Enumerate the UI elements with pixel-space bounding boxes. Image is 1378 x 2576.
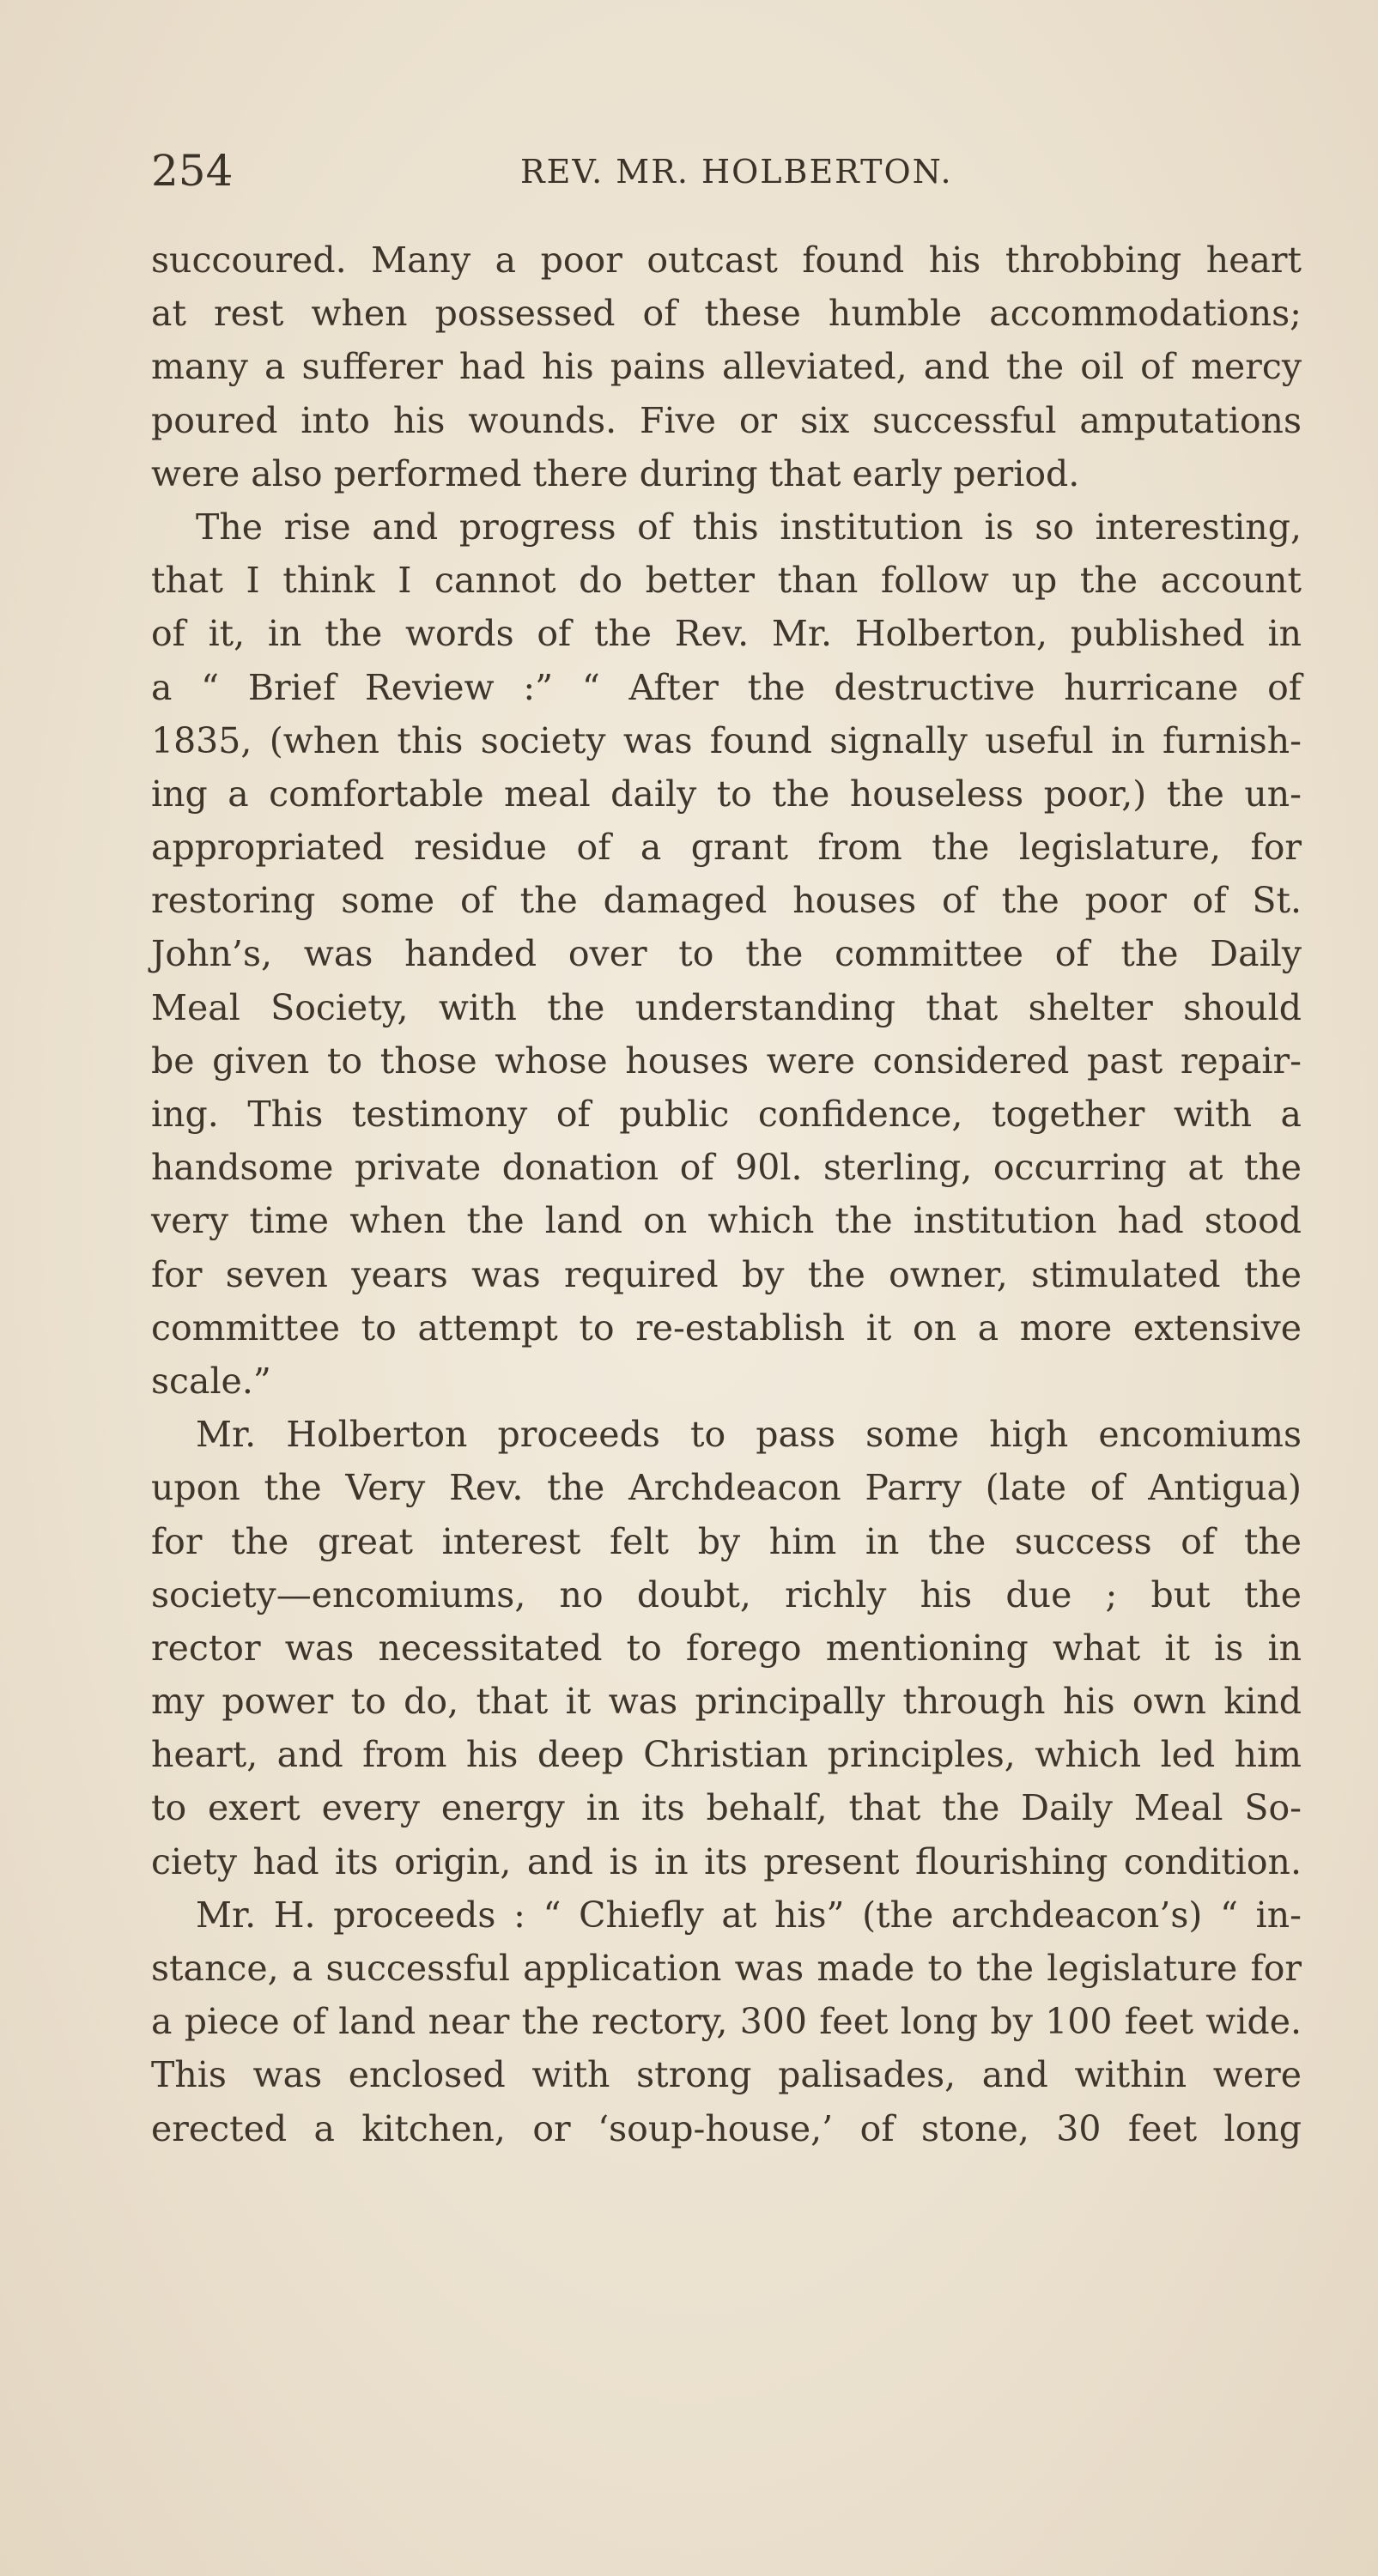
text-line: John’s, was handed over to the committee of the Daily xyxy=(151,933,1302,975)
text-line: scale.” xyxy=(151,1360,271,1402)
text-line: appropriated residue of a grant from the legislature, for xyxy=(151,827,1302,869)
text-line: very time when the land on which the institution had stood xyxy=(151,1200,1302,1242)
page-number: 254 xyxy=(151,146,234,196)
text-line: ing a comfortable meal daily to the houseless poor,) the un- xyxy=(151,773,1302,815)
text-line: Mr. H. proceeds : “ Chiefly at his” (the archdeacon’s) “ in- xyxy=(196,1894,1302,1936)
text-line: ciety had its origin, and is in its present flourishing condition. xyxy=(151,1840,1302,1882)
text-line: that I think I cannot do better than follow up the account xyxy=(151,560,1302,602)
text-line: for the great interest felt by him in the success of the xyxy=(151,1520,1302,1562)
text-line: a piece of land near the rectory, 300 feet long by 100 feet wide. xyxy=(151,2001,1302,2043)
text-line: at rest when possessed of these humble accommodations; xyxy=(151,293,1302,335)
running-head: REV. MR. HOLBERTON. xyxy=(520,153,953,191)
text-line: were also performed there during that early period. xyxy=(151,452,1080,494)
text-line: heart, and from his deep Christian principles, which led him xyxy=(151,1734,1302,1776)
text-line: to exert every energy in its behalf, that the Daily Meal So- xyxy=(151,1787,1302,1829)
text-line: succoured. Many a poor outcast found his throbbing heart xyxy=(151,239,1302,281)
text-line: ing. This testimony of public confidence, together with a xyxy=(151,1094,1302,1135)
text-line: 1835, (when this society was found signally useful in furnish- xyxy=(151,719,1302,761)
text-line: stance, a successful application was made to the legislature for xyxy=(151,1948,1302,1989)
text-line: restoring some of the damaged houses of the poor of St. xyxy=(151,880,1302,922)
text-line: rector was necessitated to forego mentioning what it is in xyxy=(151,1627,1302,1669)
text-line: of it, in the words of the Rev. Mr. Holberton, published in xyxy=(151,613,1302,655)
text-line: my power to do, that it was principally through his own kind xyxy=(151,1681,1302,1723)
text-line: erected a kitchen, or ‘soup-house,’ of stone, 30 feet long xyxy=(151,2107,1302,2149)
text-line: This was enclosed with strong palisades, and within were xyxy=(151,2054,1302,2096)
text-line: poured into his wounds. Five or six successful amputations xyxy=(151,399,1302,441)
page-header xyxy=(151,146,1302,206)
text-line: upon the Very Rev. the Archdeacon Parry (late of Antigua) xyxy=(151,1467,1302,1509)
text-line: committee to attempt to re-establish it on a more extensive xyxy=(151,1306,1302,1349)
text-line: The rise and progress of this institution is so interesting, xyxy=(196,506,1302,548)
text-line: handsome private donation of 90l. sterling, occurring at the xyxy=(151,1147,1302,1189)
body-text xyxy=(151,233,1302,2155)
text-line: for seven years was required by the owner, stimulated the xyxy=(151,1253,1302,1295)
text-line: Meal Society, with the understanding that shelter should xyxy=(151,986,1302,1028)
text-line: Mr. Holberton proceeds to pass some high encomiums xyxy=(196,1414,1302,1456)
text-line: be given to those whose houses were considered past repair- xyxy=(151,1039,1302,1082)
text-line: many a sufferer had his pains alleviated, and the oil of mercy xyxy=(151,346,1302,388)
text-line: society—encomiums, no doubt, richly his due ; but the xyxy=(151,1573,1302,1615)
text-line: a “ Brief Review :” “ After the destructive hurricane of xyxy=(151,666,1302,708)
